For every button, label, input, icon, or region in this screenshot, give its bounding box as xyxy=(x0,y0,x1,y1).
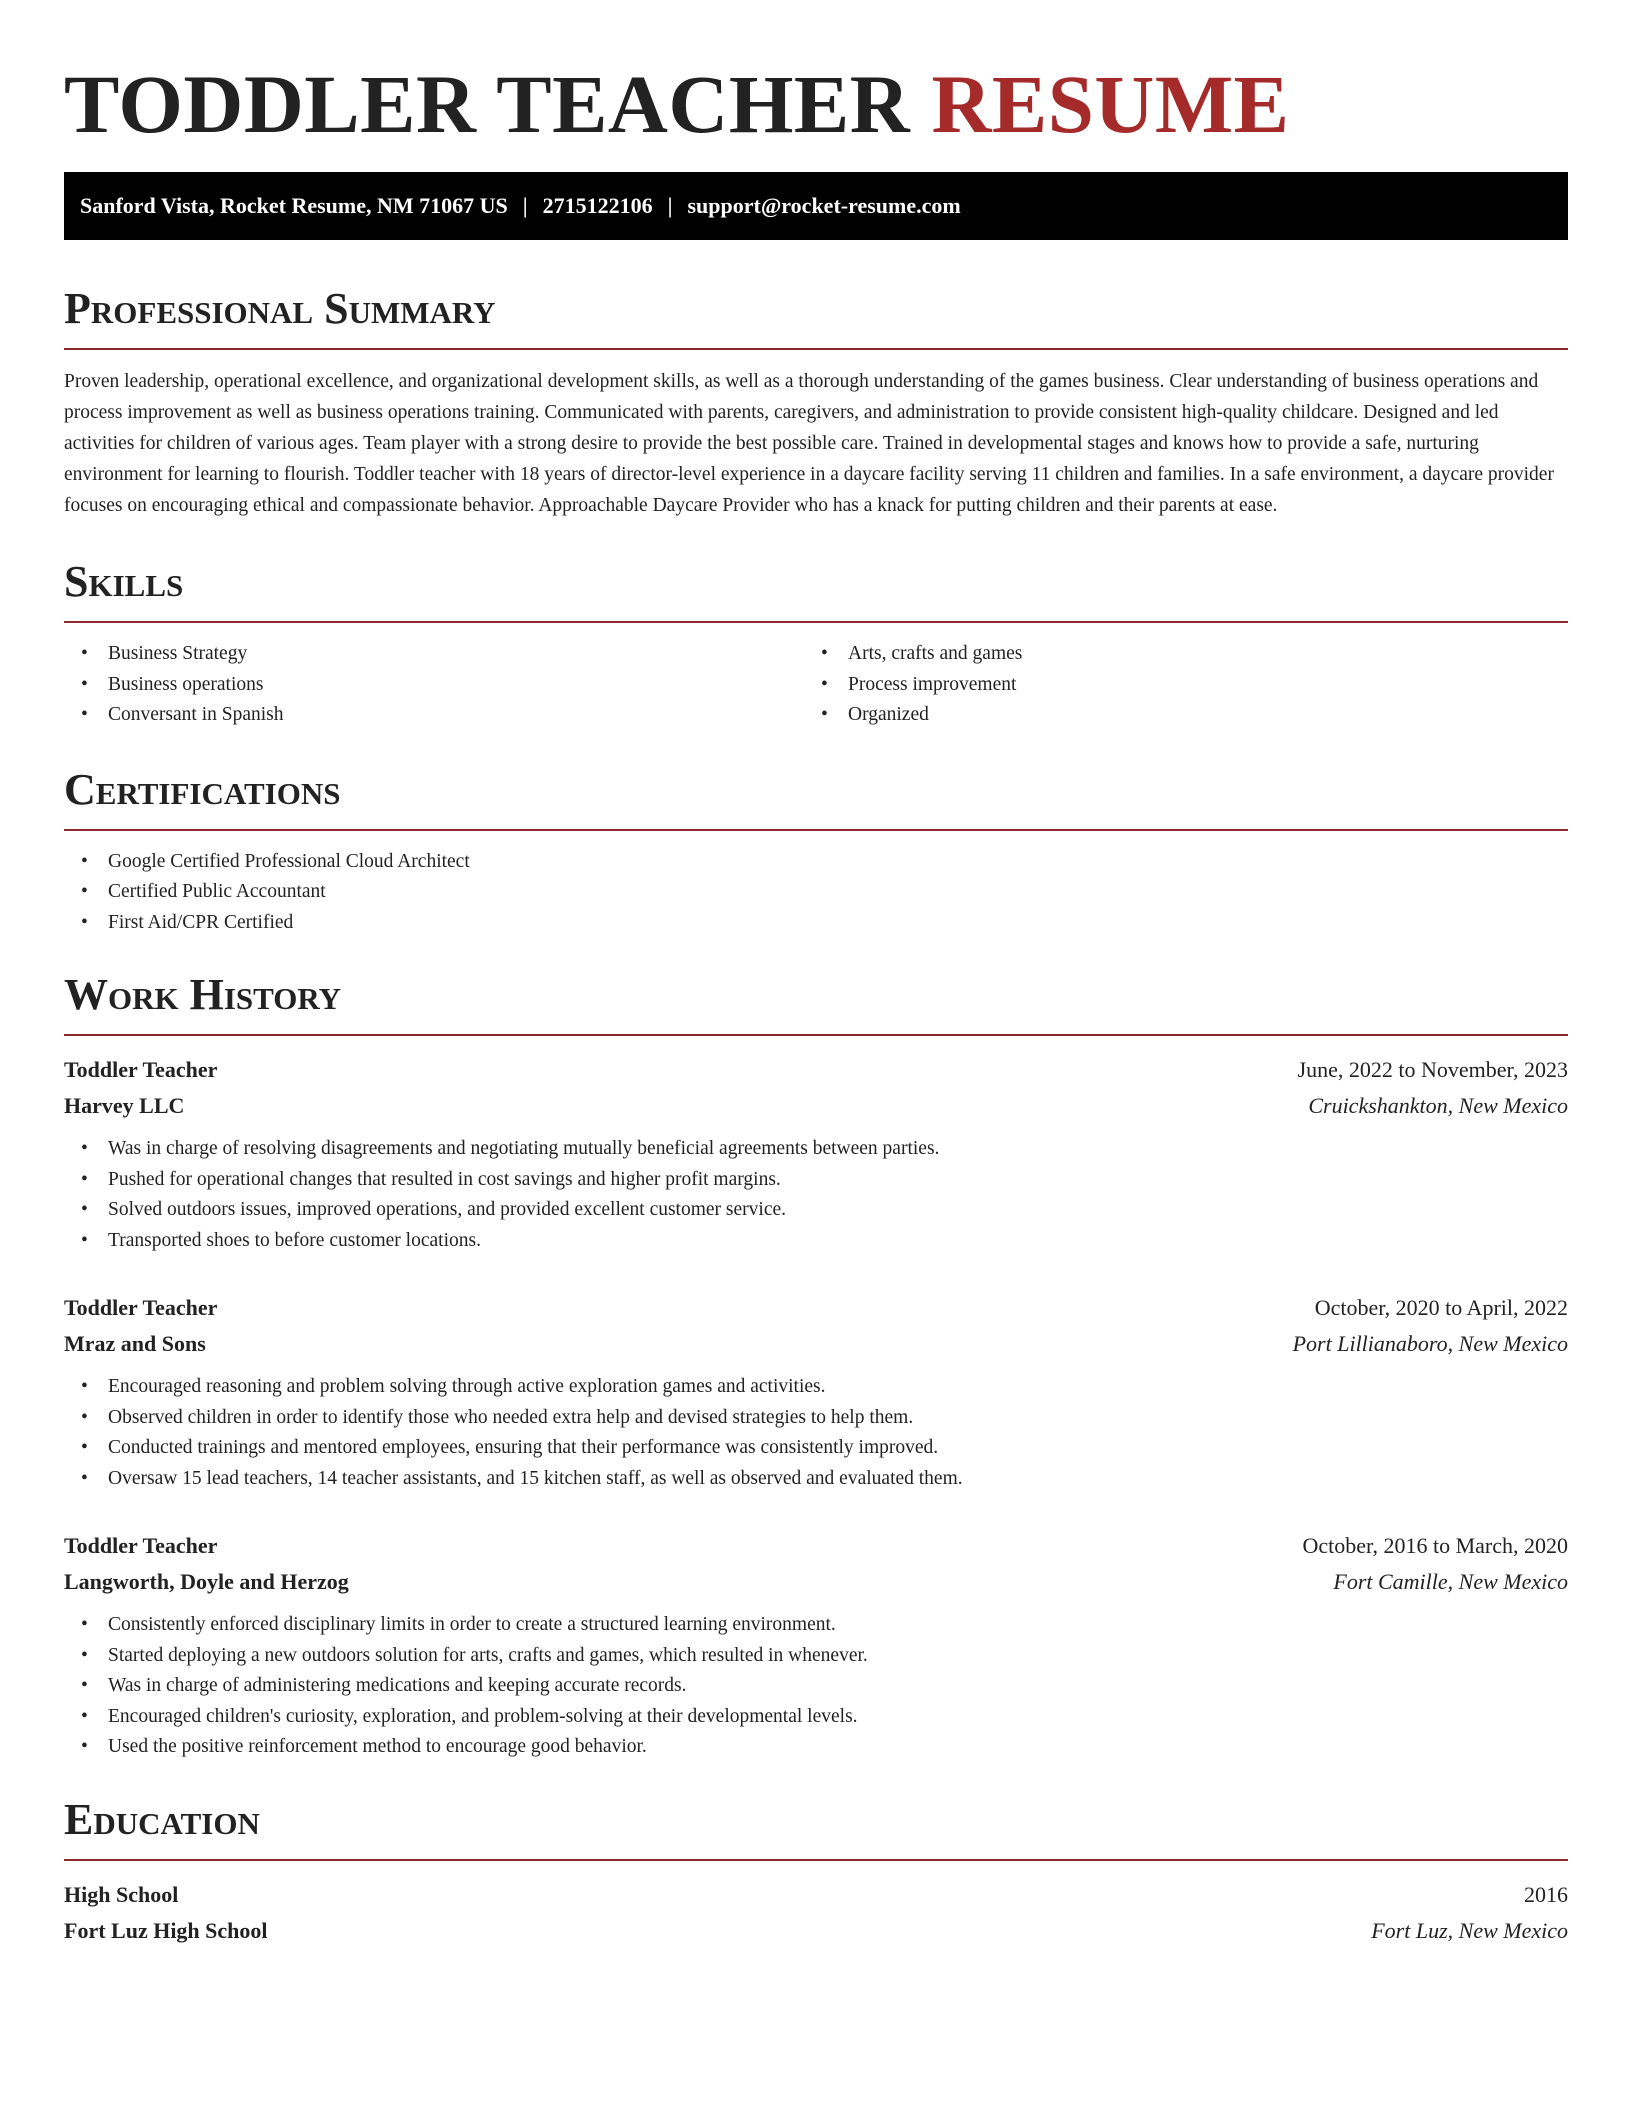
job-bullet: • Consistently enforced disciplinary limits in order to create a structured learning environment. xyxy=(64,1610,1568,1641)
education-degree: High School xyxy=(64,1881,179,1907)
job-entry xyxy=(64,1052,1568,1256)
education-heading: Education xyxy=(64,1794,260,1844)
job-bullets xyxy=(64,1610,1568,1763)
job-title: Toddler Teacher xyxy=(64,1533,218,1558)
job-bullet: • Encouraged children's curiosity, exploration, and problem-solving at their developmental levels. xyxy=(64,1702,1568,1733)
job-title: Toddler Teacher xyxy=(64,1295,218,1320)
section-divider xyxy=(64,829,1568,831)
section-divider xyxy=(64,348,1568,350)
skill-item: • Business operations xyxy=(64,670,804,701)
job-location: Port Lillianaboro, New Mexico xyxy=(1292,1331,1568,1356)
title-main: TODDLER TEACHER xyxy=(64,58,932,150)
job-bullet: • Was in charge of resolving disagreements and negotiating mutually beneficial agreements between parties. xyxy=(64,1134,1568,1165)
skills-grid xyxy=(64,639,1568,731)
job-header-row xyxy=(64,1052,1568,1088)
job-bullet: • Was in charge of administering medications and keeping accurate records. xyxy=(64,1671,1568,1702)
education-location: Fort Luz, New Mexico xyxy=(1371,1917,1568,1943)
skill-item: • Business Strategy xyxy=(64,639,804,670)
skill-item: • Conversant in Spanish xyxy=(64,700,804,731)
contact-separator: | xyxy=(522,193,528,218)
title-accent: RESUME xyxy=(931,58,1290,150)
summary-heading: Professional Summary xyxy=(64,284,496,333)
job-bullet: • Oversaw 15 lead teachers, 14 teacher assistants, and 15 kitchen staff, as well as observed and evaluated them. xyxy=(64,1464,1568,1495)
contact-separator: | xyxy=(667,193,673,218)
contact-email[interactable]: support@rocket-resume.com xyxy=(687,193,961,218)
education-header-row xyxy=(64,1877,1568,1913)
education-school-row xyxy=(64,1913,1568,1949)
job-bullet: • Used the positive reinforcement method to encourage good behavior. xyxy=(64,1732,1568,1763)
job-location: Cruickshankton, New Mexico xyxy=(1308,1093,1568,1118)
skill-item: • Organized xyxy=(804,700,1544,731)
job-location: Fort Camille, New Mexico xyxy=(1333,1569,1568,1594)
job-title: Toddler Teacher xyxy=(64,1057,218,1082)
certifications-list xyxy=(64,847,1568,939)
summary-section xyxy=(64,284,1568,521)
certification-item: • Certified Public Accountant xyxy=(64,877,1568,908)
job-company: Harvey LLC xyxy=(64,1093,185,1118)
job-bullet: • Encouraged reasoning and problem solving through active exploration games and activities. xyxy=(64,1372,1568,1403)
job-company-row xyxy=(64,1564,1568,1600)
job-bullet: • Pushed for operational changes that resulted in cost savings and higher profit margins. xyxy=(64,1165,1568,1196)
section-divider xyxy=(64,1859,1568,1861)
job-bullet: • Transported shoes to before customer locations. xyxy=(64,1226,1568,1257)
certifications-section xyxy=(64,765,1568,939)
job-company-row xyxy=(64,1088,1568,1124)
resume-page xyxy=(64,0,1568,1949)
job-dates: October, 2016 to March, 2020 xyxy=(1302,1533,1568,1558)
job-company: Langworth, Doyle and Herzog xyxy=(64,1569,349,1594)
job-bullet: • Started deploying a new outdoors solution for arts, crafts and games, which resulted in whenever. xyxy=(64,1641,1568,1672)
section-divider xyxy=(64,621,1568,623)
certification-item: • First Aid/CPR Certified xyxy=(64,908,1568,939)
job-bullet: • Observed children in order to identify those who needed extra help and devised strategies to help them. xyxy=(64,1403,1568,1434)
contact-bar xyxy=(64,172,1568,240)
job-bullets xyxy=(64,1372,1568,1494)
education-section xyxy=(64,1795,1568,1949)
job-header-row xyxy=(64,1290,1568,1326)
certifications-heading: Certifications xyxy=(64,764,341,814)
skill-item: • Process improvement xyxy=(804,670,1544,701)
job-company: Mraz and Sons xyxy=(64,1331,206,1356)
summary-text: Proven leadership, operational excellence, and organizational development skills, as well as a thorough understanding of the games business. Clear understanding of business operations and process improvement as well as business operations training. Communicated with parents, caregivers, and administration to provide consistent high-quality childcare. Designed and led activities for children of various ages. Team player with a strong desire to provide the best possible care. Trained in developmental stages and knows how to provide a safe, nurturing environment for learning to flourish. Toddler teacher with 18 years of director-level experience in a daycare facility serving 11 children and families. In a safe environment, a daycare provider focuses on encouraging ethical and compassionate behavior. Approachable Daycare Provider who has a knack for putting children and their parents at ease. xyxy=(64,371,1554,516)
job-entry xyxy=(64,1290,1568,1494)
skills-section xyxy=(64,557,1568,731)
job-company-row xyxy=(64,1326,1568,1362)
education-year: 2016 xyxy=(1524,1881,1568,1907)
skills-list-right xyxy=(804,639,1544,731)
section-divider xyxy=(64,1034,1568,1036)
resume-title xyxy=(64,56,1568,152)
skills-list-left xyxy=(64,639,804,731)
work-history-section xyxy=(64,970,1568,1763)
work-history-heading: Work History xyxy=(64,970,342,1019)
job-bullet: • Conducted trainings and mentored employees, ensuring that their performance was consistently improved. xyxy=(64,1433,1568,1464)
skill-item: • Arts, crafts and games xyxy=(804,639,1544,670)
contact-phone[interactable]: 2715122106 xyxy=(542,193,653,218)
job-header-row xyxy=(64,1528,1568,1564)
contact-address: Sanford Vista, Rocket Resume, NM 71067 US xyxy=(80,193,508,218)
education-school: Fort Luz High School xyxy=(64,1917,268,1943)
certification-item: • Google Certified Professional Cloud Architect xyxy=(64,847,1568,878)
job-dates: June, 2022 to November, 2023 xyxy=(1297,1057,1568,1082)
job-entry xyxy=(64,1528,1568,1763)
job-dates: October, 2020 to April, 2022 xyxy=(1314,1295,1568,1320)
job-bullets xyxy=(64,1134,1568,1256)
job-bullet: • Solved outdoors issues, improved operations, and provided excellent customer service. xyxy=(64,1195,1568,1226)
skills-heading: Skills xyxy=(64,557,184,606)
